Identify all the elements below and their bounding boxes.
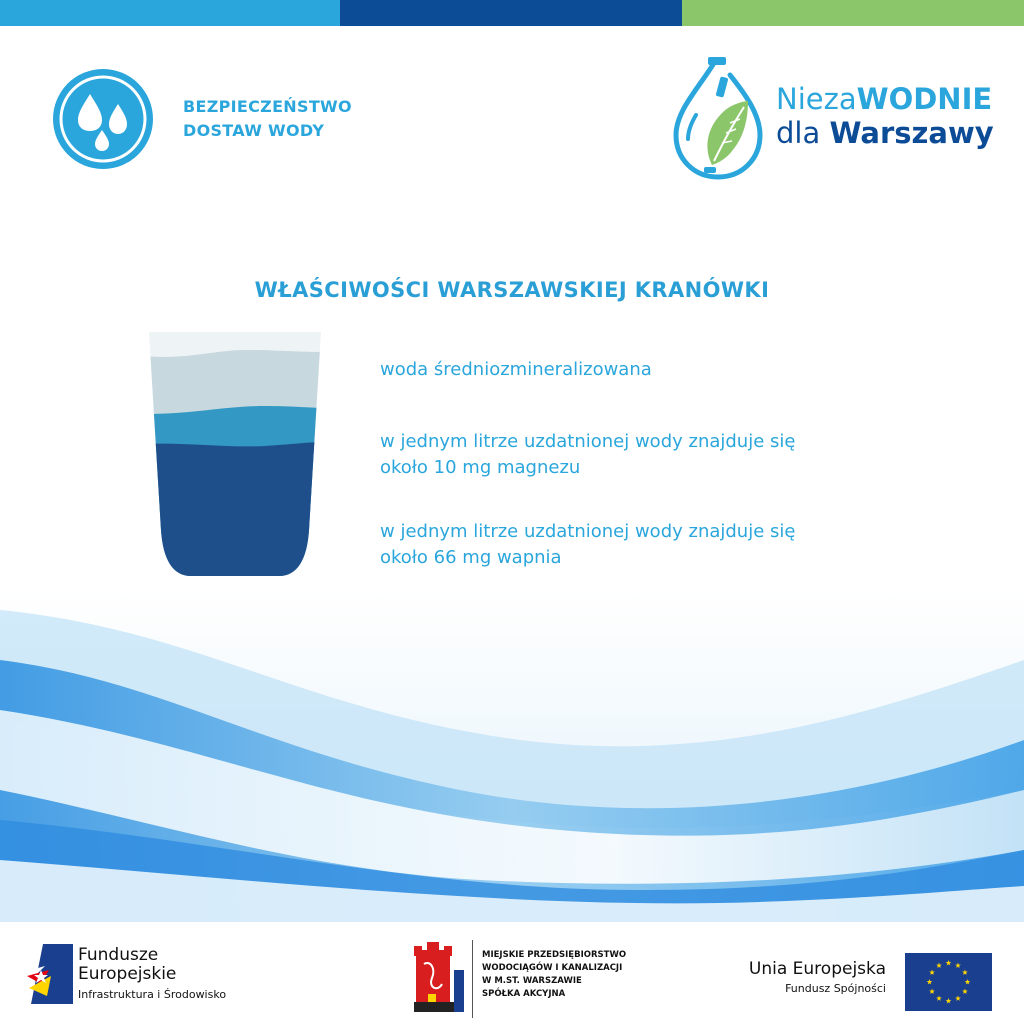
fe-line-1: Fundusze	[78, 945, 159, 965]
fundusze-europejskie-text	[78, 946, 226, 1004]
mpwik-line-2: WODOCIĄGÓW I KANALIZACJI	[482, 963, 623, 973]
ue-line-1: Unia Europejska	[748, 959, 886, 979]
eu-flag-icon	[905, 953, 992, 1011]
top-bar-navy	[340, 0, 682, 26]
mpwik-line-3: W M.ST. WARSZAWIE	[482, 976, 582, 986]
page-title: WŁAŚCIWOŚCI WARSZAWSKIEJ KRANÓWKI	[254, 278, 770, 302]
brand-dla: dla	[776, 116, 830, 150]
brand-warszawy: Warszawy	[829, 116, 994, 150]
top-bar-green	[682, 0, 1024, 26]
brand-line-2	[776, 116, 994, 150]
water-drops-icon	[52, 68, 154, 170]
fact-mineralization: woda średniozmineralizowana	[380, 359, 652, 380]
ue-line-2: Fundusz Spójności	[785, 982, 886, 995]
mpwik-text	[482, 949, 626, 1001]
fe-line-3: Infrastruktura i Środowisko	[78, 988, 227, 1001]
top-color-bar	[0, 0, 1024, 26]
mpwik-crest-logo	[410, 940, 468, 1016]
mpwik-line-1: MIEJSKIE PRZEDSIĘBIORSTWO	[482, 950, 627, 960]
fact-magnesium: w jednym litrze uzdatnionej wody znajduje się około 10 mg magnezu	[380, 431, 796, 478]
brand-wodnie: WODNIE	[856, 82, 993, 116]
water-glass-icon	[145, 330, 325, 580]
brand-nieza: Nieza	[776, 82, 857, 116]
drop-leaf-icon	[668, 55, 768, 183]
unia-europejska-text	[749, 958, 886, 998]
brand-line-1	[776, 82, 994, 116]
badge-line-2: DOSTAW WODY	[183, 121, 325, 140]
water-wave-background	[0, 590, 1024, 922]
badge-line-1: BEZPIECZEŃSTWO	[183, 97, 352, 116]
mpwik-divider	[472, 940, 473, 1018]
badge-label	[183, 95, 352, 143]
fact-calcium: w jednym litrze uzdatnionej wody znajduje się około 66 mg wapnia	[380, 521, 796, 568]
top-bar-light-blue	[0, 0, 340, 26]
fe-line-2: Europejskie	[78, 964, 177, 984]
brand-wordmark	[776, 82, 994, 150]
mpwik-line-4: SPÓŁKA AKCYJNA	[482, 989, 566, 999]
fundusze-europejskie-logo	[27, 940, 73, 1008]
